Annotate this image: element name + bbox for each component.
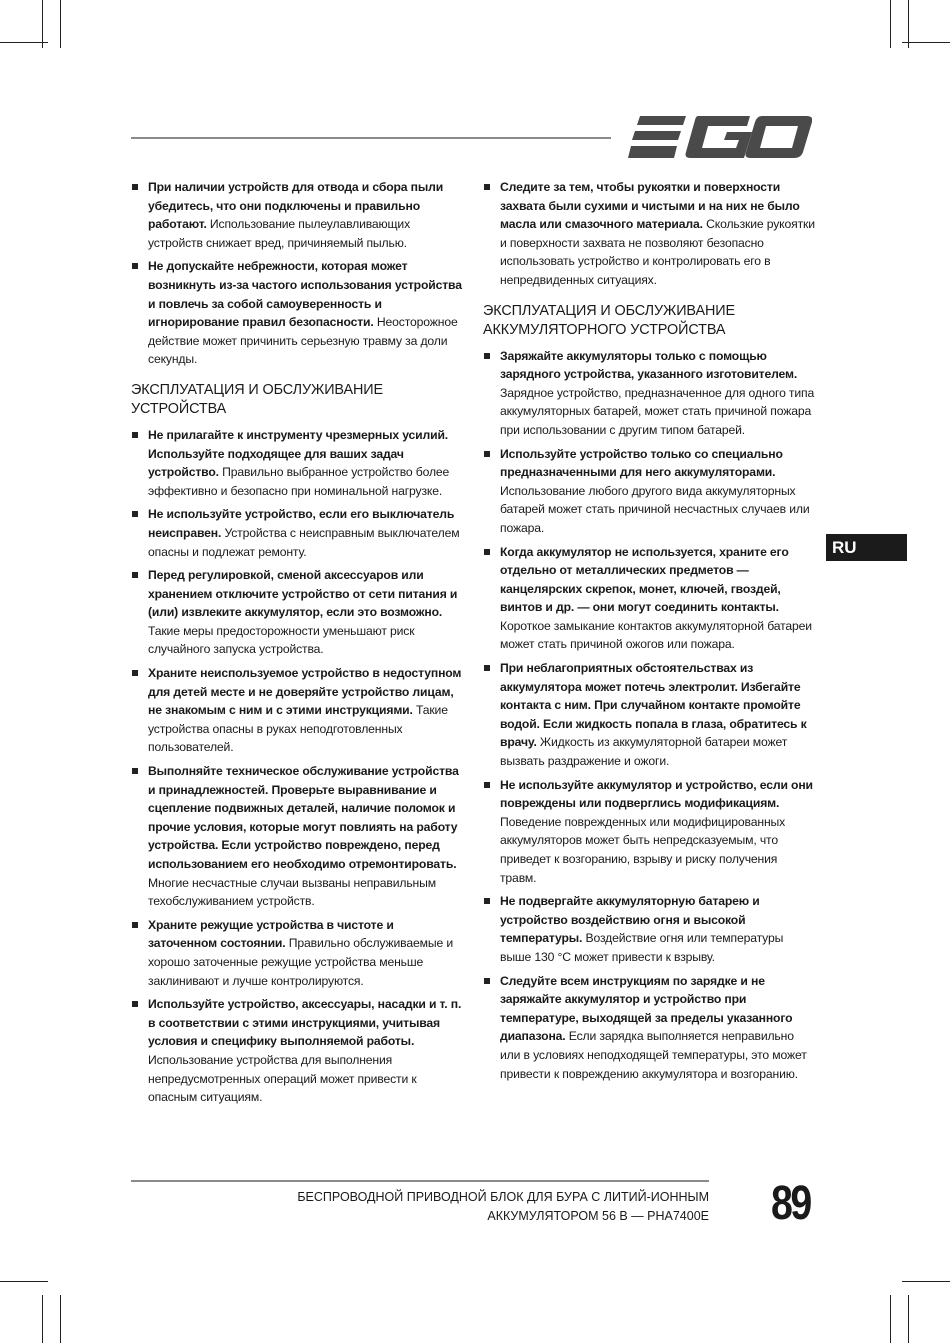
list-item <box>131 566 463 659</box>
item-bold: Когда аккумулятор не используется, храните его отдельно от металлических предметов — канцелярских скрепок, монет, ключей, гвоздей, винтов и др. — они могут соединить контакты. <box>500 544 789 615</box>
item-text: Поведение поврежденных или модифицированных аккумуляторов может быть непредсказуемым, что приведет к возгоранию, взрыву и риску получения травм. <box>500 814 786 885</box>
item-text: Использование устройства для выполнения непредусмотренных операций может привести к опасным ситуациям. <box>148 1052 417 1105</box>
list-item <box>483 972 815 1084</box>
item-bold: Перед регулировкой, сменой аксессуаров или хранением отключите устройство от сети питания и (или) извлеките аккумулятор, если это возможно. <box>148 568 458 620</box>
item-text: Использование пылеулавливающих устройств снижает вред, причиняемый пылью. <box>148 217 411 250</box>
item-text: Жидкость из аккумуляторной батареи может вызвать раздражение и ожоги. <box>500 735 788 769</box>
bullet-icon <box>484 898 490 904</box>
item-bold: Используйте устройство только со специально предназначенными для него аккумуляторами. <box>500 446 783 480</box>
list-item <box>483 659 815 771</box>
crop-mark <box>42 0 43 48</box>
bullet-icon <box>484 782 490 788</box>
item-text: Неосторожное действие может причинить серьезную травму за доли секунды. <box>148 315 458 367</box>
bullet-icon <box>132 432 138 438</box>
list-item <box>131 178 463 252</box>
bullet-icon <box>132 768 138 774</box>
bullet-icon <box>132 670 138 676</box>
language-tab: RU <box>826 534 907 561</box>
crop-mark <box>902 42 950 43</box>
section-title: ЭКСПЛУАТАЦИЯ И ОБСЛУЖИВАНИЕ УСТРОЙСТВА <box>131 381 383 418</box>
list-item <box>131 664 463 757</box>
bullet-icon <box>132 184 138 190</box>
bullet-icon <box>484 353 490 359</box>
item-bold: Храните неиспользуемое устройство в недоступном для детей месте и не доверяйте устройство лицам, не знакомым с ним и с этими инструкциями. <box>148 666 462 718</box>
list-item <box>131 426 463 500</box>
list-item <box>131 762 463 911</box>
crop-mark <box>902 1281 950 1282</box>
bullet-icon <box>484 184 490 190</box>
list-item <box>483 776 815 888</box>
list-item <box>483 892 815 966</box>
list-item <box>483 445 815 538</box>
left-column <box>131 178 463 1112</box>
list-item <box>131 995 463 1107</box>
item-text: Устройства с неисправным выключателем опасны и подлежат ремонту. <box>148 525 460 559</box>
item-bold: Не используйте аккумулятор и устройство, если они повреждены или подверглись модификациям. <box>500 777 813 811</box>
page-number: 89 <box>771 1177 810 1230</box>
item-text: Правильно выбранное устройство более эффективно и безопасно при номинальной нагрузке. <box>148 465 450 498</box>
item-bold: При наличии устройств для отвода и сбора пыли убедитесь, что они подключены и правильно работают. <box>148 180 444 232</box>
footer-line: АККУМУЛЯТОРОМ 56 В — PHA7400E <box>487 1209 709 1223</box>
item-bold: Следите за тем, чтобы рукоятки и поверхности захвата были сухими и чистыми и на них не было масла или смазочного материала. <box>500 180 800 232</box>
list-item <box>131 916 463 990</box>
item-text: Такие меры предосторожности уменьшают риск случайного запуска устройства. <box>148 623 415 657</box>
footer-rule <box>131 1180 709 1182</box>
item-text: Скользкие рукоятки и поверхности захвата не позволяют безопасно использовать устройство и контролировать его в непредвиденных ситуациях. <box>500 217 815 287</box>
bullet-icon <box>484 665 490 671</box>
item-bold: Не подвергайте аккумуляторную батарею и устройство воздействию огня и высокой температуры. <box>500 894 760 946</box>
item-bold: Не прилагайте к инструменту чрезмерных усилий. Используйте подходящее для ваших задач устройство. <box>148 427 449 480</box>
item-text: Зарядное устройство, предназначенное для одного типа аккумуляторных батарей, может стать причиной пожара при использовании с другим типом батарей. <box>500 385 815 437</box>
footer-title <box>297 1188 709 1226</box>
item-text: Воздействие огня или температуры выше 130 °C может привести к взрыву. <box>500 931 784 964</box>
item-bold: Выполняйте техническое обслуживание устройства и принадлежностей. Проверьте выравнивание и сцепление подвижных деталей, наличие поломок и прочие условия, которые могут повлиять на работу устройства. Если устройство повреждено, перед использованием его необходимо отремонтировать. <box>148 764 459 871</box>
bullet-icon <box>484 451 490 457</box>
item-bold: Используйте устройство, аксессуары, насадки и т. п. в соответствии с этими инструкциями, учитывая условия и специфику выполняемой работы. <box>148 997 462 1049</box>
bullet-icon <box>132 1001 138 1007</box>
section-title: ЭКСПЛУАТАЦИЯ И ОБСЛУЖИВАНИЕ АККУМУЛЯТОРНОГО УСТРОЙСТВА <box>483 302 735 339</box>
list-item <box>483 347 815 440</box>
bullet-icon <box>484 978 490 984</box>
crop-mark <box>60 1295 61 1343</box>
bullet-icon <box>484 549 490 555</box>
item-bold: Заряжайте аккумуляторы только с помощью зарядного устройства, указанного изготовителем. <box>500 348 798 382</box>
list-item <box>131 505 463 561</box>
ego-logo <box>628 116 812 158</box>
crop-mark <box>60 0 61 48</box>
bullet-icon <box>132 511 138 517</box>
item-text: Короткое замыкание контактов аккумуляторной батареи может стать причиной ожогов или пожара. <box>500 618 812 652</box>
list-item <box>483 543 815 655</box>
item-text: Многие несчастные случаи вызваны неправильным техобслуживанием устройств. <box>148 875 436 909</box>
header-rule <box>131 137 611 139</box>
item-text: Правильно обслуживаемые и хорошо заточенные режущие устройства меньше заклинивают и лучше контролируются. <box>148 936 453 988</box>
crop-mark <box>908 0 909 48</box>
item-bold: При неблагоприятных обстоятельствах из аккумулятора может потечь электролит. Избегайте контакта с ним. При случайном контакте промойте водой. Если жидкость попала в глаза, обратитесь к врачу. <box>500 661 807 750</box>
crop-mark <box>0 1281 48 1282</box>
item-text: Такие устройства опасны в руках неподготовленных пользователей. <box>148 703 448 755</box>
crop-mark <box>890 1295 891 1343</box>
footer-line: БЕСПРОВОДНОЙ ПРИВОДНОЙ БЛОК ДЛЯ БУРА С ЛИТИЙ-ИОННЫМ <box>297 1190 709 1204</box>
bullet-icon <box>132 922 138 928</box>
item-bold: Следуйте всем инструкциям по зарядке и не заряжайте аккумулятор и устройство при температуре, выходящей за пределы указанного диапазона. <box>500 973 793 1044</box>
item-bold: Храните режущие устройства в чистоте и заточенном состоянии. <box>148 917 394 951</box>
crop-mark <box>890 0 891 48</box>
crop-mark <box>908 1295 909 1343</box>
list-item <box>483 178 815 290</box>
right-column <box>483 178 815 1088</box>
item-text: Если зарядка выполняется неправильно или в условиях неподходящей температуры, это может привести к повреждению аккумулятора и возгоранию. <box>500 1029 807 1081</box>
item-bold: Не используйте устройство, если его выключатель неисправен. <box>148 507 455 540</box>
crop-mark <box>0 42 48 43</box>
item-text: Использование любого другого вида аккумуляторных батарей может стать причиной несчастных случаев или пожара. <box>500 483 810 535</box>
list-item <box>131 257 463 369</box>
bullet-icon <box>132 263 138 269</box>
crop-mark <box>42 1295 43 1343</box>
item-bold: Не допускайте небрежности, которая может возникнуть из-за частого использования устройства и повлечь за собой самоуверенность и игнорирование правил безопасности. <box>148 259 462 330</box>
bullet-icon <box>132 572 138 578</box>
